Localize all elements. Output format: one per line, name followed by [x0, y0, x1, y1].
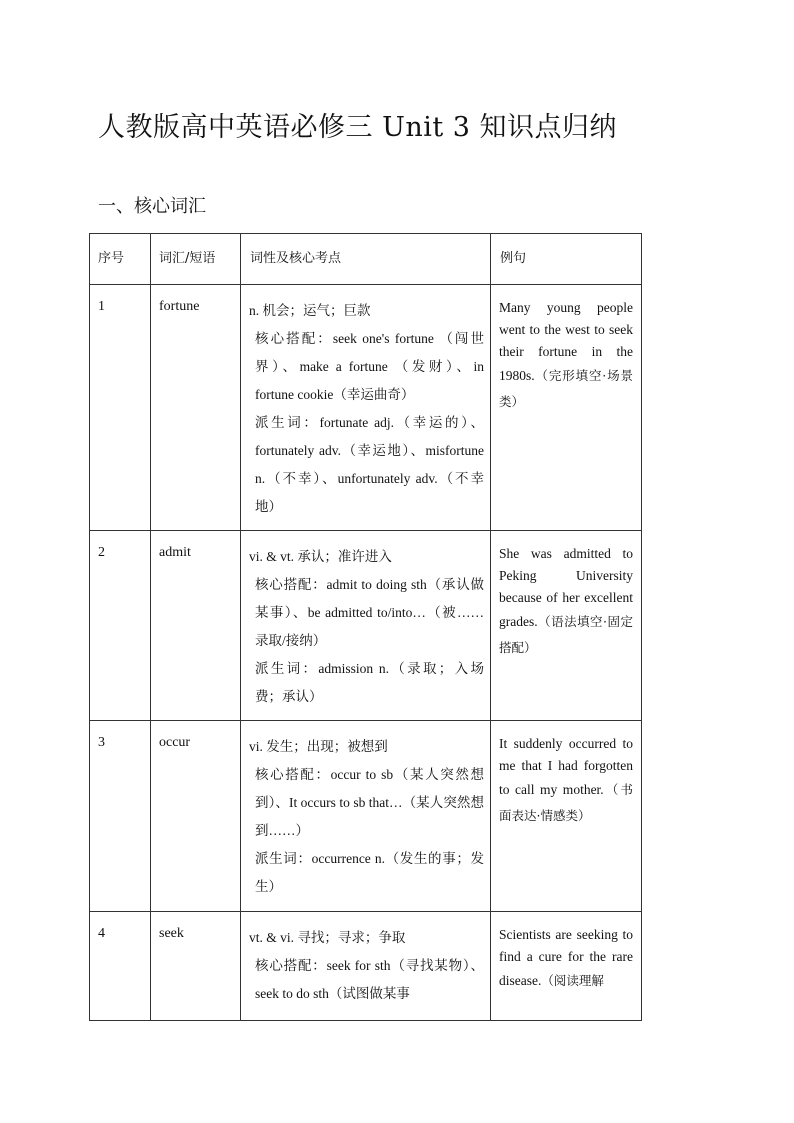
- header-cell-info: 词性及核心考点: [241, 234, 491, 285]
- info-derivatives: 派生词：admission n.（录取；入场费；承认）: [255, 661, 484, 704]
- row-info-cell: [241, 531, 491, 721]
- document-title: 人教版高中英语必修三 Unit 3 知识点归纳: [98, 112, 618, 143]
- info-definition: n. 机会；运气；巨款: [249, 303, 371, 318]
- example-tag: （语法填空·固定搭配）: [499, 614, 633, 655]
- info-definition: vi. 发生；出现；被想到: [249, 739, 388, 754]
- row-number-cell: 1: [90, 285, 151, 531]
- row-example-cell: [491, 912, 642, 1021]
- example-sentence: Scientists are seeking to find a cure for the rare disease.: [499, 927, 633, 988]
- info-collocation: 核心搭配：seek for sth（寻找某物）、seek to do sth（试图做某事: [255, 958, 484, 1001]
- info-collocation: 核心搭配：seek one's fortune （闯世界）、make a fortune （发财）、in fortune cookie（幸运曲奇）: [255, 331, 484, 402]
- row-example-cell: [491, 721, 642, 912]
- example-tag: （书面表达·情感类）: [499, 782, 633, 823]
- info-derivatives: 派生词：fortunate adj.（幸运的）、fortunately adv.（幸运地）、misfortune n.（不幸）、unfortunately adv.（不幸地）: [255, 415, 484, 514]
- table-row: [90, 531, 642, 721]
- example-tag: （完形填空·场景类）: [499, 368, 633, 409]
- row-info-cell: [241, 285, 491, 531]
- row-example-cell: [491, 285, 642, 531]
- row-info-cell: [241, 912, 491, 1021]
- example-sentence: It suddenly occurred to me that I had forgotten to call my mother.: [499, 736, 633, 797]
- row-number-cell: 4: [90, 912, 151, 1021]
- row-word-cell: fortune: [151, 285, 241, 531]
- table-header-row: [90, 234, 642, 285]
- info-definition: vt. & vi. 寻找；寻求；争取: [249, 930, 406, 945]
- example-tag: （阅读理解: [541, 973, 604, 988]
- row-info-cell: [241, 721, 491, 912]
- header-cell-number: 序号: [90, 234, 151, 285]
- header-cell-example: 例句: [491, 234, 642, 285]
- table-row: [90, 285, 642, 531]
- info-derivatives: 派生词：occurrence n.（发生的事；发生）: [255, 851, 484, 894]
- info-collocation: 核心搭配：occur to sb（某人突然想到）、It occurs to sb that…（某人突然想到……）: [255, 767, 484, 838]
- info-definition: vi. & vt. 承认；准许进入: [249, 549, 392, 564]
- example-sentence: Many young people went to the west to seek their fortune in the 1980s.: [499, 300, 633, 383]
- table-row: [90, 912, 642, 1021]
- row-example-cell: [491, 531, 642, 721]
- info-collocation: 核心搭配：admit to doing sth（承认做某事）、be admitted to/into…（被……录取/接纳）: [255, 577, 484, 648]
- vocabulary-table: [89, 233, 642, 1021]
- example-sentence: She was admitted to Peking University because of her excellent grades.: [499, 546, 633, 629]
- row-word-cell: admit: [151, 531, 241, 721]
- row-word-cell: occur: [151, 721, 241, 912]
- table-row: [90, 721, 642, 912]
- section-heading: 一、核心词汇: [98, 196, 206, 217]
- row-number-cell: 2: [90, 531, 151, 721]
- header-cell-word: 词汇/短语: [151, 234, 241, 285]
- row-word-cell: seek: [151, 912, 241, 1021]
- row-number-cell: 3: [90, 721, 151, 912]
